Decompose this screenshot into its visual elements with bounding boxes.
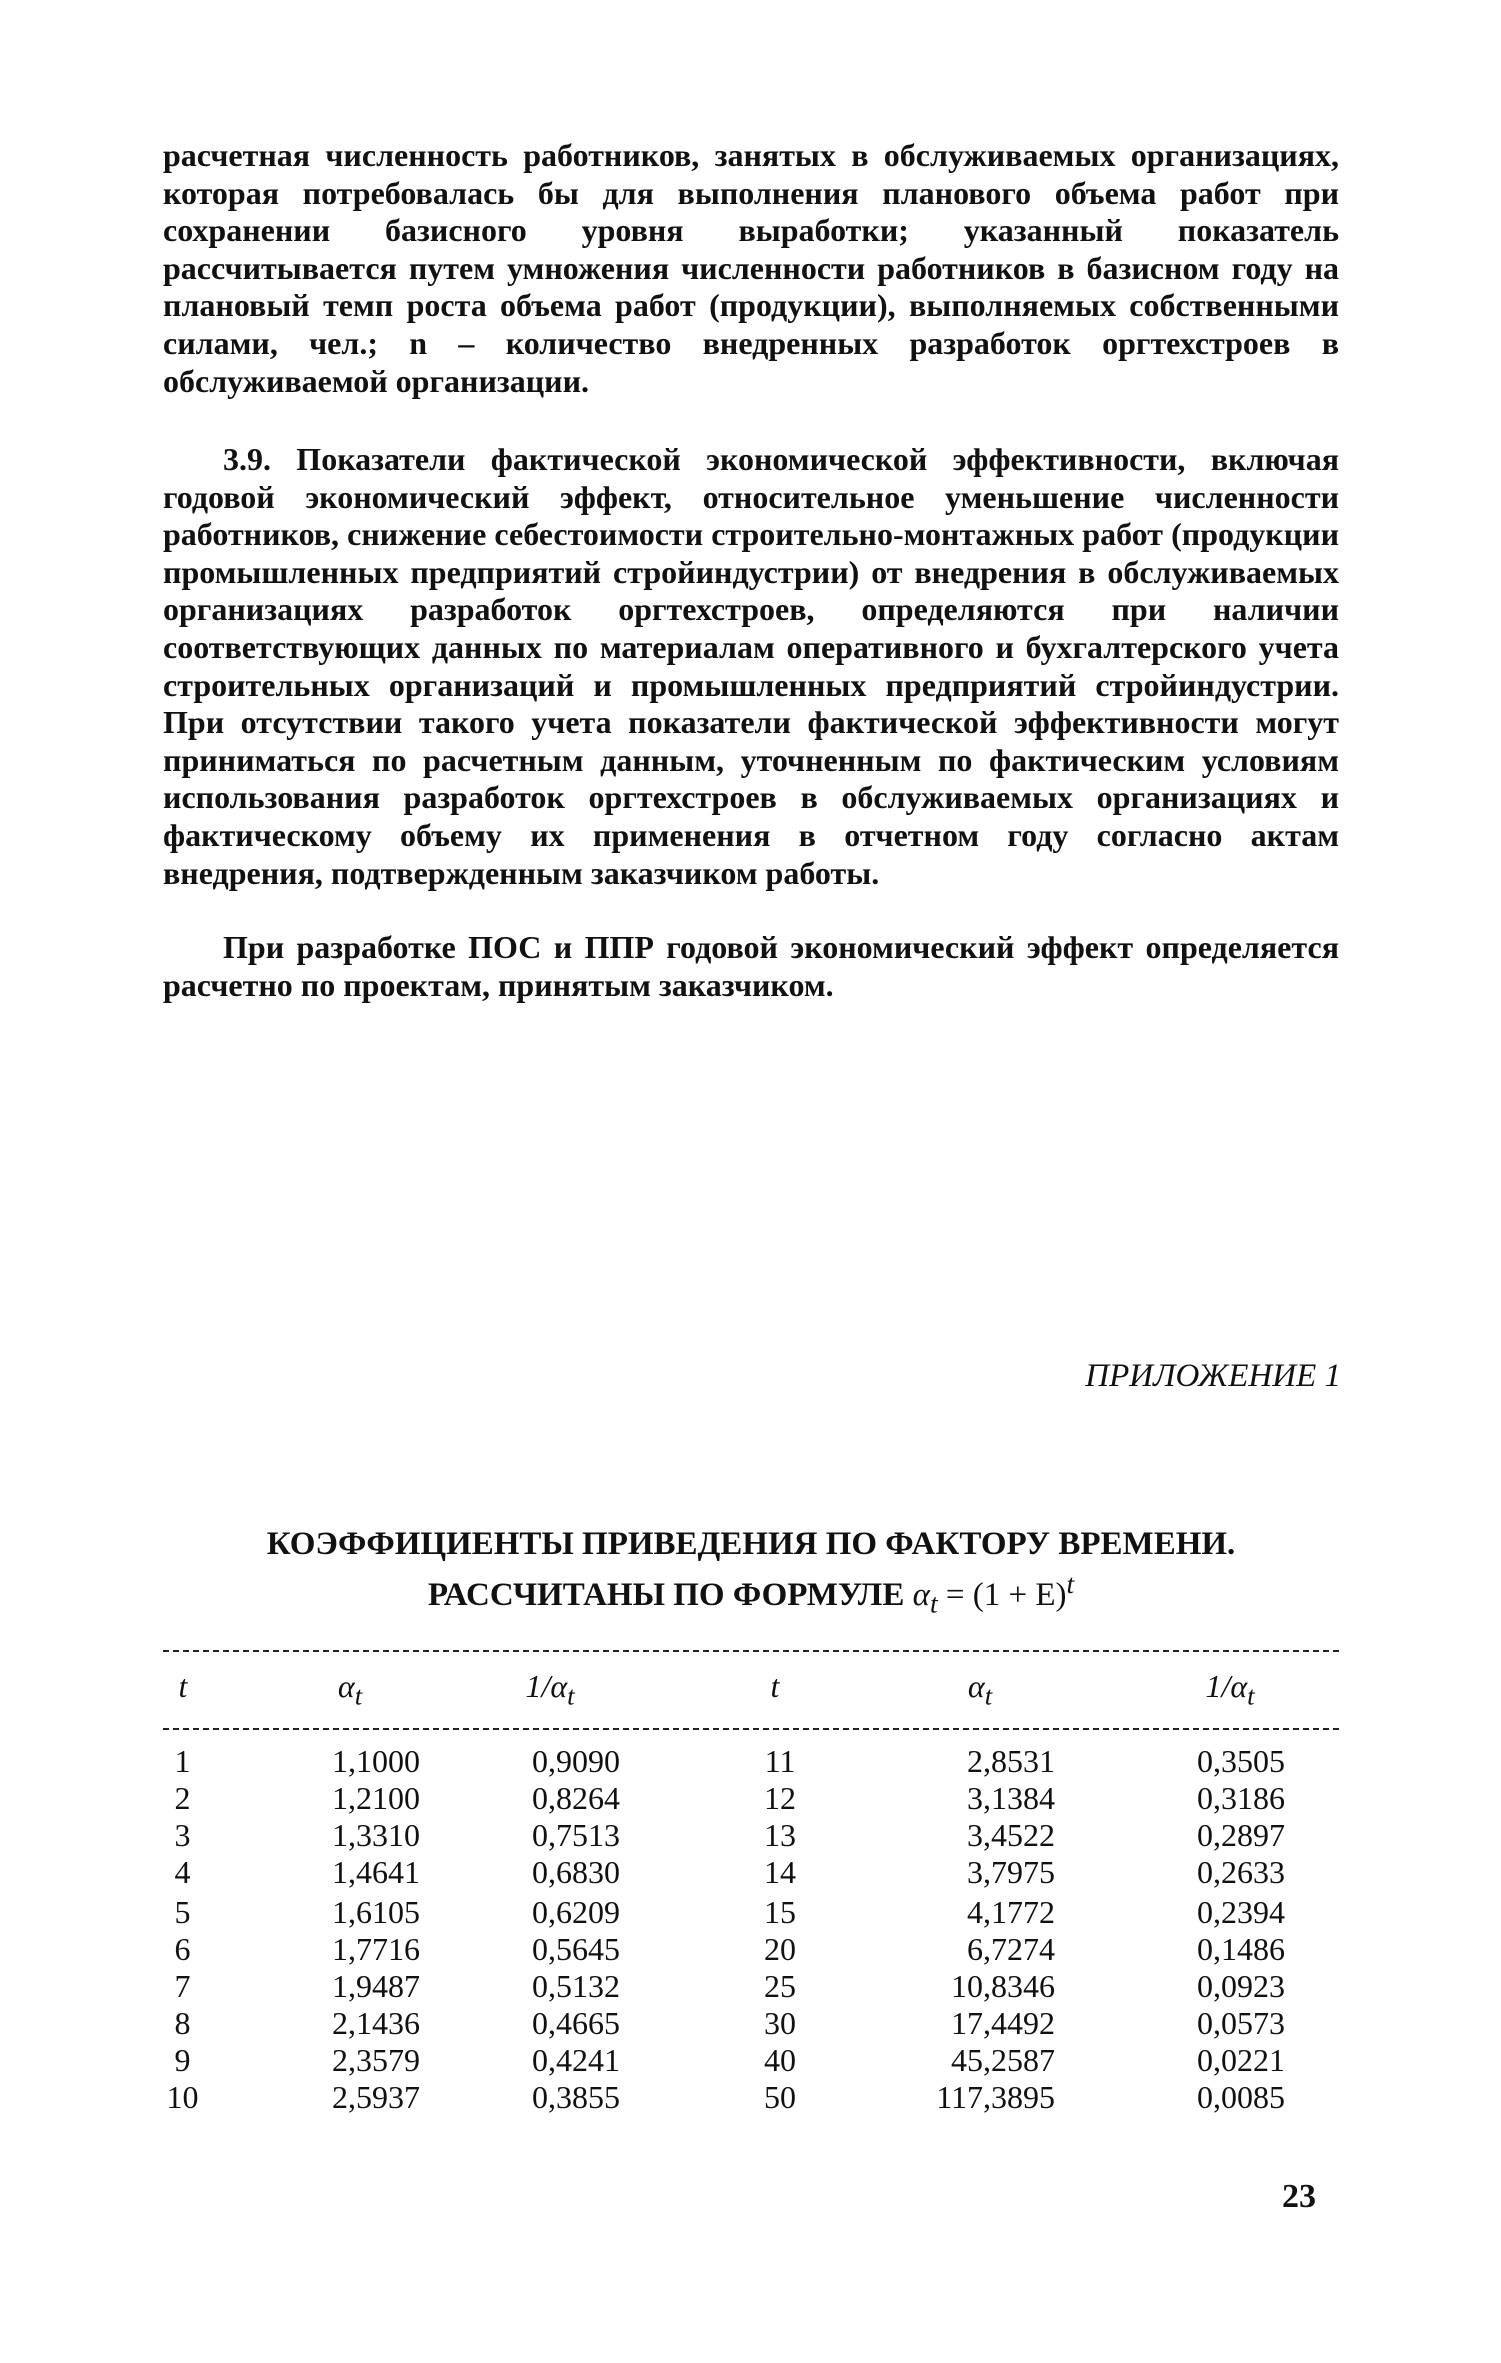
cell-alpha: 2,8531 [967,1743,1055,1779]
header-t-right: t [770,1668,780,1704]
cell-alpha: 1,4641 [332,1854,420,1890]
cell-inverse: 0,9090 [532,1743,620,1779]
cell-t: 11 [764,1743,796,1779]
cell-t: 14 [764,1854,796,1890]
header-t-left: t [178,1668,188,1704]
table-row [0,2079,1501,2116]
table-row [0,2042,1501,2079]
table-row [0,1780,1501,1817]
cell-t: 6 [174,1931,191,1967]
cell-alpha: 1,7716 [332,1931,420,1967]
cell-inverse: 0,5132 [532,1968,620,2004]
cell-alpha: 3,4522 [967,1817,1055,1853]
cell-alpha: 6,7274 [967,1931,1055,1967]
cell-t: 2 [174,1780,191,1816]
formula-sub: t [929,1587,938,1619]
table-title-line-2 [163,1564,1339,1624]
cell-t: 20 [764,1931,796,1967]
cell-inverse: 0,1486 [1197,1931,1285,1967]
paragraph-3-9: 3.9. Показатели фактической экономической эффективности, включая годовой экономический эффект, относительное уменьшение численности работников, снижение себестоимости строительно-монтажных работ (продукции промышленных предприятий стройиндустрии) от внедрения в обслуживаемых организациях разработок оргтехстроев, определяются при наличии соответствующих данных по материалам оперативного и бухгалтерского учета строительных организаций и промышленных предприятий стройиндустрии. При отсутствии такого учета показатели фактической эффективности могут приниматься по расчетным данным, уточненным по фактическим условиям использования разработок оргтехстроев в обслуживаемых организациях и фактическому объему их применения в отчетном году согласно актам внедрения, подтвержденным заказчиком работы. [163,441,1339,891]
table-row [0,1894,1501,1931]
header-inv-left-var: 1/α [525,1668,568,1704]
header-inv-right-var: 1/α [1205,1668,1248,1704]
cell-alpha: 117,3895 [936,2079,1055,2115]
table-top-rule [163,1650,1339,1652]
cell-alpha: 1,9487 [332,1968,420,2004]
cell-t: 12 [764,1780,796,1816]
cell-t: 15 [764,1894,796,1930]
paragraph-continuation: расчетная численность работников, занятых в обслуживаемых организациях, которая потребовалась бы для выполнения планового объема работ при сохранении базисного уровня выработки; указанный показатель рассчитывается путем умножения численности работников в базисном году на плановый темп роста объема работ (продукции), выполняемых собственными силами, чел.; n – количество внедренных разработок оргтехстроев в обслуживаемой организации. [163,137,1339,399]
cell-t: 25 [764,1968,796,2004]
cell-inverse: 0,3855 [532,2079,620,2115]
cell-alpha: 2,5937 [332,2079,420,2115]
cell-alpha: 2,1436 [332,2005,420,2041]
header-alpha-right-var: α [967,1668,985,1704]
table-row [0,1931,1501,1968]
cell-alpha: 2,3579 [332,2042,420,2078]
cell-alpha: 17,4492 [951,2005,1055,2041]
cell-alpha: 45,2587 [951,2042,1055,2078]
cell-t: 30 [764,2005,796,2041]
cell-t: 5 [174,1894,191,1930]
cell-t: 7 [174,1968,191,2004]
table-row [0,1854,1501,1891]
formula-var: α [912,1577,930,1613]
cell-inverse: 0,3186 [1197,1780,1285,1816]
table-row [0,1968,1501,2005]
header-alpha-left [270,1668,430,1711]
cell-t: 4 [174,1854,191,1890]
cell-alpha: 4,1772 [967,1894,1055,1930]
formula-rhs: = (1 + E) [937,1577,1067,1613]
header-alpha-left-sub: t [354,1680,363,1711]
cell-alpha: 1,6105 [332,1894,420,1930]
cell-t: 50 [764,2079,796,2115]
formula [912,1577,938,1619]
table-row [0,2005,1501,2042]
cell-t: 10 [166,2079,199,2115]
page-number: 23 [1282,2178,1316,2215]
header-alpha-right [900,1668,1060,1711]
cell-alpha: 1,2100 [332,1780,420,1816]
cell-inverse: 0,0573 [1197,2005,1285,2041]
table-header-rule [163,1728,1339,1730]
cell-inverse: 0,3505 [1197,1743,1285,1779]
cell-t: 40 [764,2042,796,2078]
header-inv-left [470,1668,630,1711]
table-row [0,1743,1501,1780]
cell-t: 9 [174,2042,191,2078]
cell-inverse: 0,0085 [1197,2079,1285,2115]
cell-inverse: 0,7513 [532,1817,620,1853]
header-inv-left-sub: t [567,1680,575,1711]
table-title [163,1524,1339,1624]
cell-inverse: 0,5645 [532,1931,620,1967]
cell-alpha: 3,1384 [967,1780,1055,1816]
header-inv-right-sub: t [1247,1680,1255,1711]
cell-alpha: 3,7975 [967,1854,1055,1890]
header-alpha-left-var: α [337,1668,355,1704]
cell-inverse: 0,4241 [532,2042,620,2078]
header-inv-right [1150,1668,1310,1711]
cell-inverse: 0,6209 [532,1894,620,1930]
cell-inverse: 0,2897 [1197,1817,1285,1853]
table-row [0,1817,1501,1854]
cell-alpha: 1,1000 [332,1743,420,1779]
table-title-line-1: КОЭФФИЦИЕНТЫ ПРИВЕДЕНИЯ ПО ФАКТОРУ ВРЕМЕНИ. [266,1526,1236,1562]
cell-inverse: 0,2394 [1197,1894,1285,1930]
cell-inverse: 0,0923 [1197,1968,1285,2004]
cell-t: 8 [174,2005,191,2041]
cell-alpha: 1,3310 [332,1817,420,1853]
cell-alpha: 10,8346 [951,1968,1055,2004]
cell-t: 1 [174,1743,191,1779]
cell-inverse: 0,0221 [1197,2042,1285,2078]
cell-inverse: 0,4665 [532,2005,620,2041]
cell-inverse: 0,8264 [532,1780,620,1816]
header-alpha-right-sub: t [984,1680,993,1711]
appendix-label: ПРИЛОЖЕНИЕ 1 [1085,1358,1341,1394]
cell-t: 13 [764,1817,796,1853]
table-title-prefix: РАССЧИТАНЫ ПО ФОРМУЛЕ [427,1577,905,1613]
cell-t: 3 [174,1817,191,1853]
cell-inverse: 0,2633 [1197,1854,1285,1890]
formula-sup: t [1066,1568,1075,1599]
cell-inverse: 0,6830 [532,1854,620,1890]
paragraph-pos-ppr: При разработке ПОС и ППР годовой экономический эффект определяется расчетно по проектам, принятым заказчиком. [163,929,1339,1003]
